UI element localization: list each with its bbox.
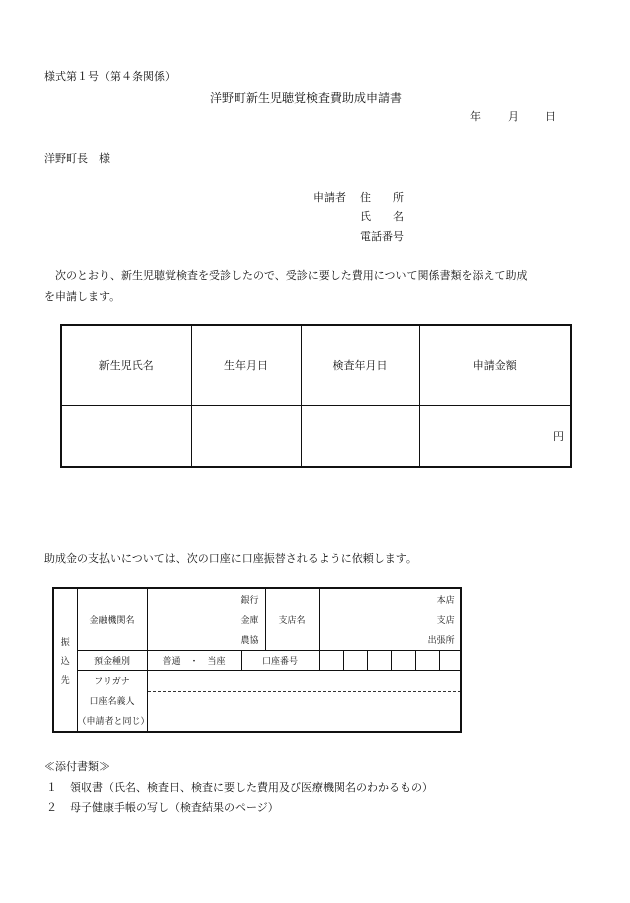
form-number: 様式第１号（第４条関係）: [44, 70, 176, 83]
account-digit-2[interactable]: [343, 650, 367, 670]
date-month-label: 月: [508, 110, 519, 123]
attachment-item-2-text: 母子健康手帳の写し（検査結果のページ）: [70, 801, 279, 814]
holder-label-cell: [77, 670, 150, 732]
amount-field[interactable]: [419, 405, 571, 467]
yen-label: 円: [553, 429, 564, 443]
sub-branch-type: 出張所: [427, 635, 455, 646]
payment-request-text: 助成金の支払いについては、次の口座に口座振替されるように依頼します。: [44, 552, 417, 565]
name-label: 氏 名: [360, 210, 404, 223]
attachment-item-1-num: １: [46, 781, 57, 794]
date-year-label: 年: [470, 110, 481, 123]
header-amount: 申請金額: [419, 325, 571, 405]
bank-type: 銀行: [240, 595, 259, 606]
body-text-line2: を申請します。: [44, 290, 121, 303]
date-day-label: 日: [545, 110, 556, 123]
account-digit-6[interactable]: [439, 650, 461, 670]
newborn-name-field[interactable]: [61, 405, 191, 467]
applicant-label: 申請者: [313, 191, 346, 204]
header-exam-date: 検査年月日: [301, 325, 419, 405]
exam-date-field[interactable]: [301, 405, 419, 467]
attachment-item-1-text: 領収書（氏名、検査日、検査に要した費用及び医療機関名のわかるもの）: [70, 781, 433, 794]
application-table: [60, 324, 572, 468]
attachments-heading: ≪添付書類≫: [44, 760, 110, 773]
account-number-label: 口座番号: [241, 650, 319, 670]
account-type-label: 預金種別: [77, 650, 147, 670]
account-digit-3[interactable]: [367, 650, 391, 670]
institution-label: 金融機関名: [77, 588, 147, 650]
account-type-options[interactable]: 普通 ・ 当座: [147, 650, 241, 670]
account-digit-5[interactable]: [415, 650, 439, 670]
bank-transfer-table: [52, 587, 462, 733]
branch-name-field[interactable]: [319, 588, 461, 650]
address-label: 住 所: [360, 191, 404, 204]
holder-label: 口座名義人: [89, 697, 135, 708]
furigana-input-area[interactable]: [148, 671, 461, 692]
header-birth-date: 生年月日: [191, 325, 301, 405]
credit-union-type: 金庫: [240, 615, 259, 626]
holder-name-field[interactable]: [147, 670, 461, 732]
birth-date-field[interactable]: [191, 405, 301, 467]
agri-coop-type: 農協: [240, 635, 259, 646]
form-title: 洋野町新生児聴覚検査費助成申請書: [210, 91, 403, 105]
institution-name-field[interactable]: [147, 588, 265, 650]
holder-note: （申請者と同じ）: [77, 717, 150, 728]
phone-label: 電話番号: [360, 230, 404, 243]
header-newborn-name: 新生児氏名: [61, 325, 191, 405]
account-digit-1[interactable]: [319, 650, 343, 670]
body-text-line1: 次のとおり、新生児聴覚検査を受診したので、受診に要した費用について関係書類を添えて助成: [44, 269, 528, 282]
account-digit-4[interactable]: [391, 650, 415, 670]
head-office-type: 本店: [436, 595, 455, 606]
transfer-destination-label: 振 込 先: [53, 588, 77, 732]
addressee: 洋野町長 様: [44, 152, 110, 165]
branch-label: 支店名: [265, 588, 319, 650]
branch-type: 支店: [436, 615, 455, 626]
attachment-item-2-num: ２: [46, 801, 57, 814]
furigana-label: フリガナ: [94, 677, 130, 688]
